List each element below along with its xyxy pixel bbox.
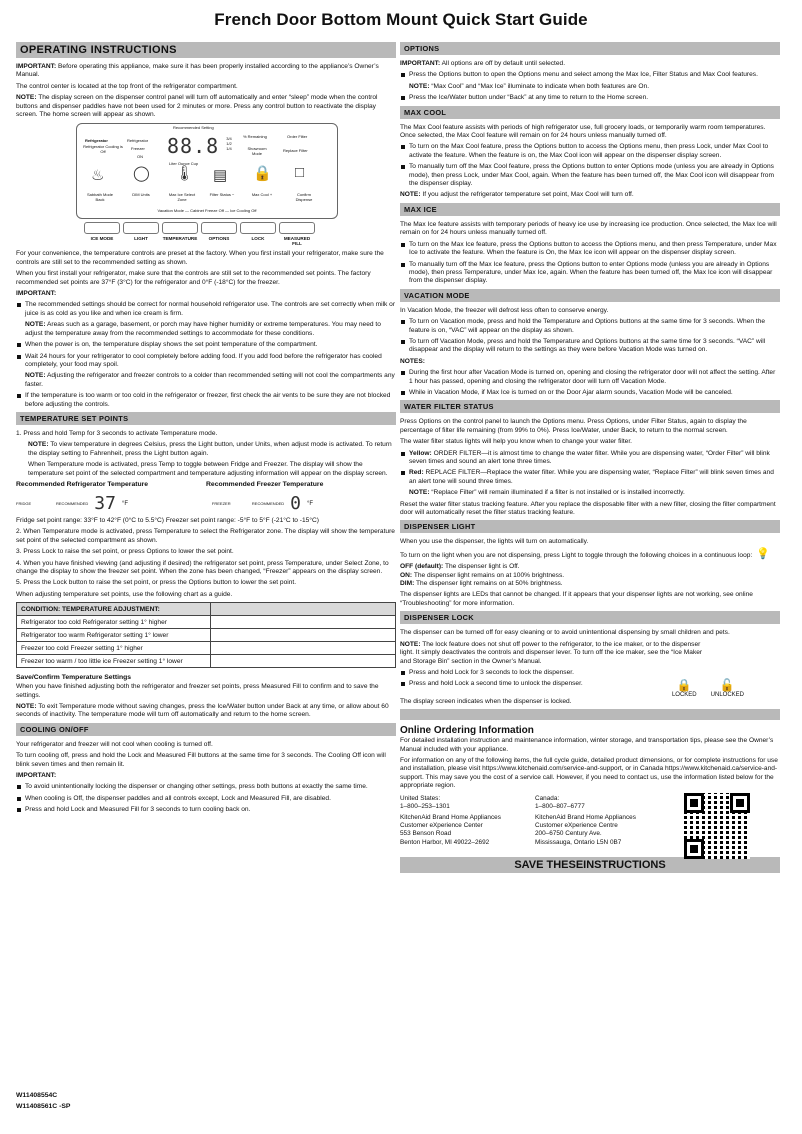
sleep-note: NOTE: The display screen on the dispenser control panel will turn off automatically and enter “sleep” mode when the control buttons and dispenser paddles have not been used for 2 minutes or more. Press any control button to reactivate the display screen. The home screen will appear as shown. [16, 94, 378, 119]
list-item: The recommended settings should be correct for normal household refrigerator use. The controls are set correctly when milk or juice is as cold as you like and when ice cream is firm. NOTE: Areas such as a garage, basement, or porch may have higher humidity or extreme temperatures. You may need to adjust the temperature away from the recommended settings to accommodate for these conditions. [16, 301, 396, 338]
list-item: To turn off Vacation Mode, press and hold the Temperature and Options buttons at the same time for 3 seconds. “VAC” will disappear and the display will return to the settings as they were before Vacation Mode was turned on. [400, 338, 780, 355]
max-cool-text: The Max Cool feature assists with periods of high refrigerator use, full grocery loads, or temporarily warm room temperatures. Once selected, the Max Cool feature will remain on for 24 hours unless manually turned off. [400, 123, 766, 140]
lock-text-2: The display screen indicates when the dispenser is locked. [400, 697, 572, 705]
cooling-bullets [16, 783, 396, 814]
qr-code[interactable] [684, 793, 750, 859]
celsius-note: NOTE: To view temperature in degrees Celsius, press the Light button, under Units, when adjust mode is activated. To return the display setting to Fahrenheit, press the Light button again. [28, 441, 392, 457]
cooling-heading: COOLING ON/OFF [16, 723, 396, 736]
fridge-value: 37 [94, 493, 116, 515]
online-text-2: For information on any of the following items, the full cycle guide, detailed product dimensions, or for complete instructions for use and installation, please visit https://www.kitchenaid.com/service-and-support, or in Canada https://www.kitchenaid.ca/service-and-support. This may save you the cost of a service call. However, if you need to contact us, use the information listed below for the appropriate region. [400, 756, 778, 790]
recommended-labels: Recommended Refrigerator Temperature Recommended Freezer Temperature [16, 480, 324, 488]
filter-bullets [400, 450, 780, 487]
lock-icon: 🔒 [253, 165, 272, 183]
list-item: Red: REPLACE FILTER—Replace the water filter. While you are dispensing water, “Replace Filter” will blink seven times and an alert tone will sound three times. [400, 469, 780, 486]
blank-bar [400, 709, 780, 720]
table-row: Freezer too cold Freezer setting 1° higher [17, 642, 396, 655]
list-item: To turn on the Max Cool feature, press the Options button to access the Options menu, then press Lock, under Max Cool to activate the feature. When the feature is on, the Max Cool icon will appear on the dispenser display screen. [400, 143, 780, 160]
table-row: Refrigerator too cold Refrigerator setting 1° higher [17, 616, 396, 629]
light-on: ON: The dispenser light remains on at 100% brightness. [400, 571, 565, 579]
lock-button[interactable]: LOCK [240, 222, 276, 246]
sabbath-icon: ♨ [91, 167, 105, 185]
locked-icon: 🔒 [676, 677, 692, 692]
list-item: To turn on the Max Ice feature, press the Options button to access the Options menu, and then press Temperature, under Max Ice to activate the feature. When the feature is On, the Max Ice icon will appear on the dispenser display screen. [400, 241, 780, 258]
max-cool-heading: MAX COOL [400, 106, 780, 119]
lock-text-1: The dispenser can be turned off for easy cleaning or to avoid unintentional dispensing by small children and pets. [400, 629, 730, 637]
ice-mode-button[interactable]: ICE MODE [84, 222, 120, 246]
light-bulb-icon: 💡 [756, 547, 770, 560]
recommended-displays: FRIDGE RECOMMENDED 37 °F FREEZER RECOMMENDED 0 °F [16, 493, 314, 515]
cooling-important: IMPORTANT: [16, 772, 57, 780]
left-column [16, 42, 396, 818]
filter-text-3: Reset the water filter status tracking feature. After you replace the disposable filter with a new filter, closing the filter compartment door will automatically reset the filter status tracking feature. [400, 500, 776, 517]
vacation-notes-label: NOTES: [400, 357, 425, 365]
step-5: 5. Press the Lock button to raise the set point, or press the Options button to lower the set point. [16, 579, 297, 587]
range-text: Fridge set point range: 33°F to 42°F (0°C to 5.5°C) Freezer set point range: -5°F to 5°F (-21°C to -15°C) [16, 516, 319, 524]
temperature-button[interactable]: TEMPERATURE [162, 222, 198, 246]
list-item: Wait 24 hours for your refrigerator to cool completely before adding food. If you add food before the refrigerator has cooled completely, your food may spoil. NOTE: Adjusting the refrigerator and freezer controls to a colder than recommended setting will not cool the compartments any faster. [16, 353, 396, 390]
us-contact: United States: 1–800–253–1301 KitchenAid Brand Home Appliances Customer eXperience Center 553 Benson Road Benton Harbor, MI 49022–2692 [400, 794, 501, 846]
light-dim: DIM: The dispenser light remains on at 50% brightness. [400, 580, 563, 588]
control-center-text: The control center is located at the top front of the refrigerator compartment. [16, 82, 238, 90]
list-item: Press and hold Lock for 3 seconds to lock the dispenser. [400, 669, 780, 677]
unlocked-icon: 🔓 [719, 677, 735, 692]
list-item: Yellow: ORDER FILTER—it is almost time to change the water filter. While you are dispensing water, “Order Filter” will blink seven times and sound an alert tone three times. [400, 450, 780, 467]
vacation-notes [400, 369, 780, 397]
filter-note: NOTE: “Replace Filter” will remain illuminated if a filter is not installed or is installed incorrectly. [409, 489, 685, 497]
vacation-heading: VACATION MODE [400, 289, 780, 302]
lock-heading: DISPENSER LOCK [400, 611, 780, 624]
max-ice-bullets [400, 241, 780, 286]
max-cool-note: NOTE: If you adjust the refrigerator temperature set point, Max Cool will turn off. [400, 191, 634, 199]
chart-intro: When adjusting temperature set points, use the following chart as a guide. [16, 590, 233, 598]
list-item: While in Vacation Mode, if Max Ice is turned on or the Door Ajar alarm sounds, Vacation Mode will be canceled. [400, 389, 780, 397]
max-ice-heading: MAX ICE [400, 203, 780, 216]
lock-note: NOTE: The lock feature does not shut off power to the refrigerator, to the ice maker, or to the dispenser light. It simply deactivates the controls and dispenser lever. To turn off the ice maker, see the “Ice Maker and Storage Bin” section in the Owner’s Manual. [400, 640, 703, 665]
set-points-text: When you first install your refrigerator, make sure that the controls are still set to the recommended set points. The factory recommended set points are 37°F (3°C) for the refrigerator and 0°F (-18°C) for the freezer. [16, 270, 371, 286]
max-cool-bullets [400, 143, 780, 188]
filter-text-2: The water filter status lights will help you know when to change your water filter. [400, 438, 632, 446]
light-heading: DISPENSER LIGHT [400, 520, 780, 533]
filter-text-1: Press Options on the control panel to launch the Options menu. Press Options, under Filter Status, again to display the percentage of filter life remaining (from 99% to 0%). Press Ice/Water, under Back, to return to the normal screen. [400, 418, 747, 434]
list-item: If the temperature is too warm or too cold in the refrigerator or freezer, first check the air vents to be sure they are not blocked before adjusting the controls. [16, 392, 396, 409]
important-paragraph: IMPORTANT: Before operating this appliance, make sure it has been properly installed according to the appliance’s Owner’s Manual. [16, 63, 379, 79]
important-label: IMPORTANT: [16, 290, 57, 298]
options-button[interactable]: OPTIONS [201, 222, 237, 246]
list-item: Press and hold Lock a second time to unlock the dispenser. [400, 680, 780, 688]
light-text-3: The dispenser lights are LEDs that cannot be changed. If it appears that your dispenser lights are not working, see online “Troubleshooting” for more information. [400, 591, 753, 607]
list-item: Press and hold Lock and Measured Fill for 3 seconds to turn cooling back on. [16, 806, 396, 814]
cooling-text-2: To turn cooling off, press and hold the Lock and Measured Fill buttons at the same time for 3 seconds. The Cooling Off icon will blink seven times and then remain lit. [16, 752, 386, 768]
part-numbers: W11408554C W11408561C -SP [16, 1092, 71, 1110]
contact-block [400, 795, 780, 847]
table-row: CONDITION: TEMPERATURE ADJUSTMENT: [17, 603, 396, 616]
page-title: French Door Bottom Mount Quick Start Guide [214, 10, 588, 29]
glass-icon: □ [295, 164, 305, 182]
options-important: IMPORTANT: All options are off by default until selected. [400, 60, 566, 67]
light-off: OFF (default): The dispenser light is Off. [400, 563, 520, 571]
table-row: Freezer too warm / too little ice Freezer setting 1° lower [17, 655, 396, 668]
save-confirm-heading: Save/Confirm Temperature Settings [16, 674, 132, 682]
list-item: When cooling is Off, the dispenser paddles and all controls except, Lock and Measured Fill, are disabled. [16, 795, 396, 803]
options-heading: OPTIONS [400, 42, 780, 55]
light-bulb-icon: ◯ [133, 165, 150, 183]
filter-icon: ▤ [213, 167, 228, 185]
light-button[interactable]: LIGHT [123, 222, 159, 246]
locked-state: 🔒 LOCKED [671, 677, 697, 698]
light-text-1: When you use the dispenser, the lights will turn on automatically. [400, 538, 589, 546]
list-item: To manually turn off the Max Cool feature, press the Options button to enter Options mode (unless you are already in Options mode), then press Lock, under Max Cool, again. When the feature has been turned off, the Max Cool icon will disappear from the dispenser display. [400, 163, 780, 188]
toggle-note: When Temperature mode is activated, press Temp to toggle between Fridge and Freezer. The display will show the temperature set point of the selected compartment and temperature adjusting information will appear on the display screen. [28, 461, 388, 477]
preset-text: For your convenience, the temperature controls are preset at the factory. When you first install your refrigerator, make sure the controls are still set to the recommended setting as shown. [16, 250, 384, 266]
light-text-2: To turn on the light when you are not dispensing, press Light to toggle through the following choices in a continuous loop: 💡 [400, 547, 770, 560]
list-item: To avoid unintentionally locking the dispenser or changing other settings, press both buttons at exactly the same time. [16, 783, 396, 791]
control-panel-diagram: Recommended Setting Refrigerator Refrigerator Cooling is Off Refrigerator Freezer ON 88.8 3/4 1/2 1/4 Liter Ounce Cup % Remaining Order Filter Showroom Mode Replace Filter ♨ ◯ 🌡 ▤ 🔒 □ Sabbath Mode Back DIM Units Max Ice Select Zone Filter Status − Max Cool + Confirm Dispense Vacation Mode — Cabinet Freeze Off — Ice Cooling Off [76, 123, 338, 219]
list-item: Press the Options button to open the Options menu and select among the Max Ice, Filter Status and Max Cool features. [400, 71, 780, 79]
temperature-heading: TEMPERATURE SET POINTS [16, 412, 396, 425]
online-text-1: For detailed installation instruction and maintenance information, winter storage, and transportation tips, please see the Owner’s Manual included with your appliance. [400, 737, 774, 753]
measured-fill-button[interactable]: MEASURED FILL [279, 222, 315, 246]
canada-contact: Canada: 1–800–807–6777 KitchenAid Brand Home Appliances Customer eXperience Centre 200–6750 Century Ave. Mississauga, Ontario L5N 0B7 [535, 794, 636, 846]
save-confirm-text: When you have finished adjusting both the refrigerator and freezer set points, press Measured Fill to confirm and to save the settings. [16, 683, 379, 699]
options-note: NOTE: “Max Cool” and “Max Ice” illuminate to indicate when both features are On. [409, 82, 650, 90]
step-3: 3. Press Lock to raise the set point, or press Options to lower the set point. [16, 548, 234, 556]
cooling-text-1: Your refrigerator and freezer will not cool when cooling is turned off. [16, 740, 213, 748]
list-item: When the power is on, the temperature display shows the set point temperature of the compartment. [16, 341, 396, 349]
table-row: Refrigerator too warm Refrigerator setting 1° lower [17, 629, 396, 642]
step-1: 1. Press and hold Temp for 3 seconds to activate Temperature mode. [16, 429, 218, 437]
operating-bullets [16, 301, 396, 408]
list-item: During the first hour after Vacation Mode is turned on, opening and closing the refrigerator door will not affect the setting. After 1 hour has passed, opening and closing the refrigerator door will turn off Vacation Mode. [400, 369, 780, 386]
freezer-value: 0 [290, 493, 301, 515]
vacation-bullets [400, 318, 780, 355]
filter-heading: WATER FILTER STATUS [400, 400, 780, 413]
panel-digits: 88.8 [167, 134, 220, 159]
step-4: 4. When you have finished viewing (and adjusting if desired) the refrigerator set point, press Temperature, under Select Zone, to change the display to show the freezer set point. When the zone has been changed, “Freezer” appears on the display screen. [16, 559, 389, 575]
operating-heading: OPERATING INSTRUCTIONS [16, 42, 396, 58]
exit-note: NOTE: To exit Temperature mode without saving changes, press the Ice/Water button under Back at any time, or allow about 60 seconds of inactivity. The temperature mode will turn off automatically and return to the home screen. [16, 703, 389, 719]
save-instructions-banner: SAVE THESEINSTRUCTIONS [400, 857, 780, 873]
max-ice-text: The Max Ice feature assists with temporary periods of heavy ice use by increasing ice production. Once selected, the Max Ice will remain on for 24 hours unless manually turned off. [400, 220, 777, 237]
right-column [400, 42, 780, 873]
panel-button-row [84, 222, 396, 246]
step-2: 2. When Temperature mode is activated, press Temperature to select the Refrigerator zone. The display will show the temperature set point of the selected compartment as shown. [16, 528, 395, 544]
vacation-text: In Vacation Mode, the freezer will defrost less often to conserve energy. [400, 306, 609, 314]
thermometer-icon: 🌡 [175, 165, 195, 183]
list-item: To turn on Vacation mode, press and hold the Temperature and Options buttons at the same time for 3 seconds. When the feature is on, “VAC” will appear on the display as shown. [400, 318, 780, 335]
list-item: Press the Ice/Water button under “Back” at any time to return to the Home screen. [400, 94, 780, 102]
online-heading: Online Ordering Information [400, 725, 534, 737]
adjustment-table [16, 602, 396, 668]
unlocked-state: 🔓 UNLOCKED [710, 677, 744, 698]
options-bullets [400, 71, 780, 79]
list-item: To manually turn off the Max Ice feature, press the Options button to enter Options mode (unless you are already in Options mode), then press Temperature, under Max Ice, again. When the feature has been turned off, the Max Ice icon will disappear from the dispenser display. [400, 261, 780, 286]
